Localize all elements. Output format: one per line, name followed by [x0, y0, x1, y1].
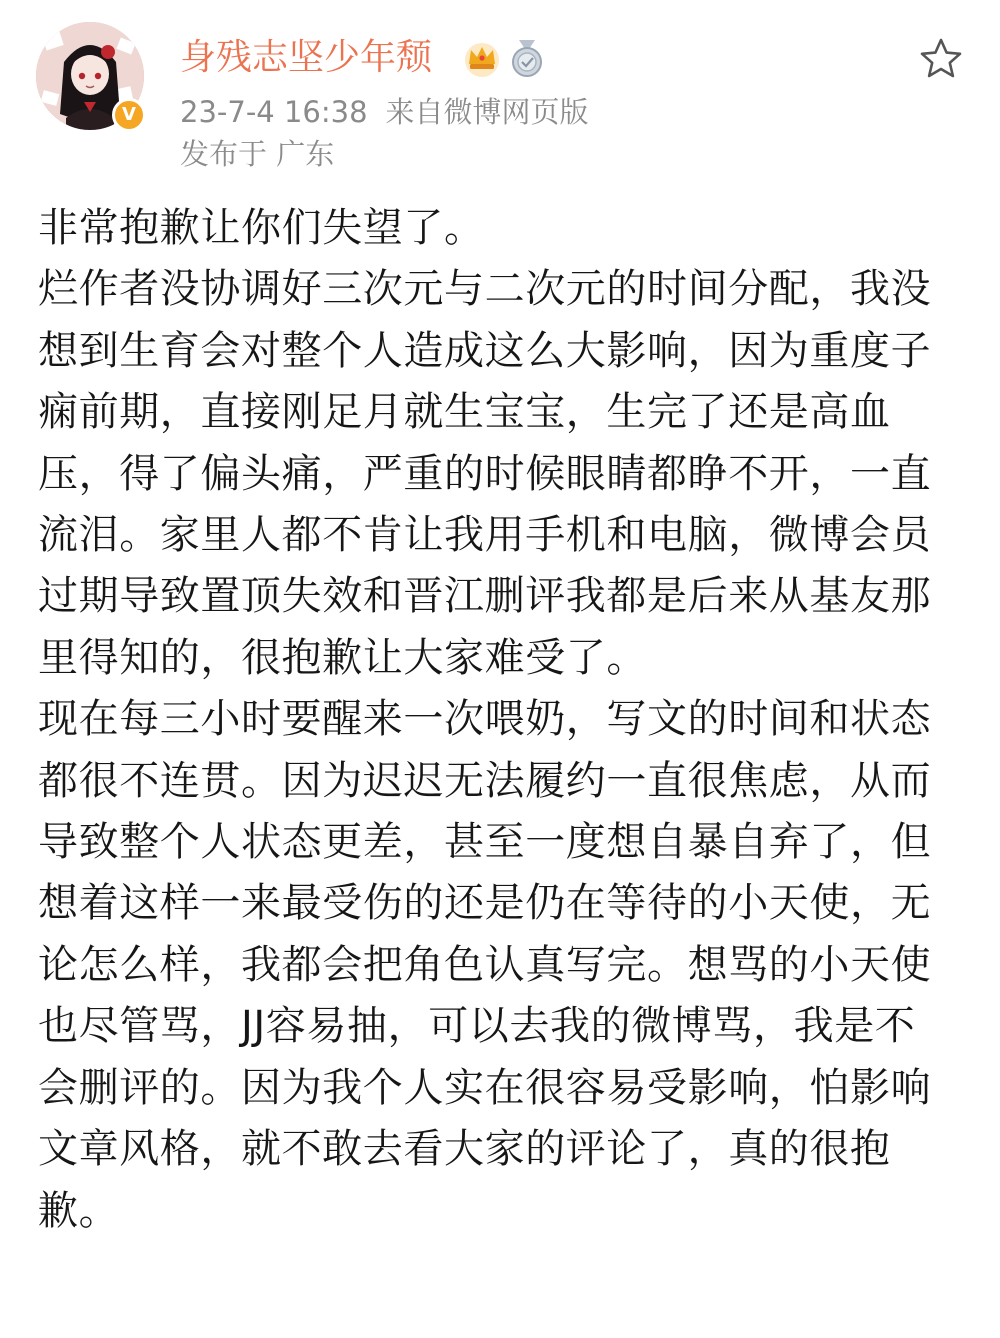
post-paragraph: 烂作者没协调好三次元与二次元的时间分配，我没想到生育会对整个人造成这么大影响，因为重度子痫前期，直接刚足月就生宝宝，生完了还是高血压，得了偏头痛，严重的时候眼睛都睁不开，一直流泪。家里人都不肯让我用手机和电脑，微博会员过期导致置顶失效和晋江删评我都是后来从基友那里得知的，很抱歉让大家难受了。 [38, 266, 932, 681]
post-location: 发布于 广东 [180, 137, 335, 171]
post-source: 来自微博网页版 [385, 95, 589, 129]
post-meta [180, 92, 589, 132]
author-name[interactable]: 身残志坚少年颓 [180, 37, 433, 78]
medal-icon[interactable] [508, 38, 546, 78]
post-paragraph: 现在每三小时要醒来一次喂奶，写文的时间和状态都很不连贯。因为迟迟无法履约一直很焦虑，从而导致整个人状态更差，甚至一度想自暴自弃了，但想着这样一来最受伤的还是仍在等待的小天使，无论怎么样，我都会把角色认真写完。想骂的小天使也尽管骂，JJ容易抽，可以去我的微博骂，我是不会删评的。因为我个人实在很容易受影响，怕影响文章风格，就不敢去看大家的评论了，真的很抱歉。 [38, 696, 932, 1234]
post-header [0, 0, 1000, 190]
post-paragraph: 非常抱歉让你们失望了。 [38, 205, 485, 251]
post-timestamp[interactable]: 23-7-4 16:38 [180, 95, 368, 129]
star-icon[interactable] [918, 36, 964, 82]
verified-badge-icon: V [112, 98, 146, 132]
post-content [38, 198, 938, 1242]
crown-icon[interactable] [462, 38, 502, 78]
